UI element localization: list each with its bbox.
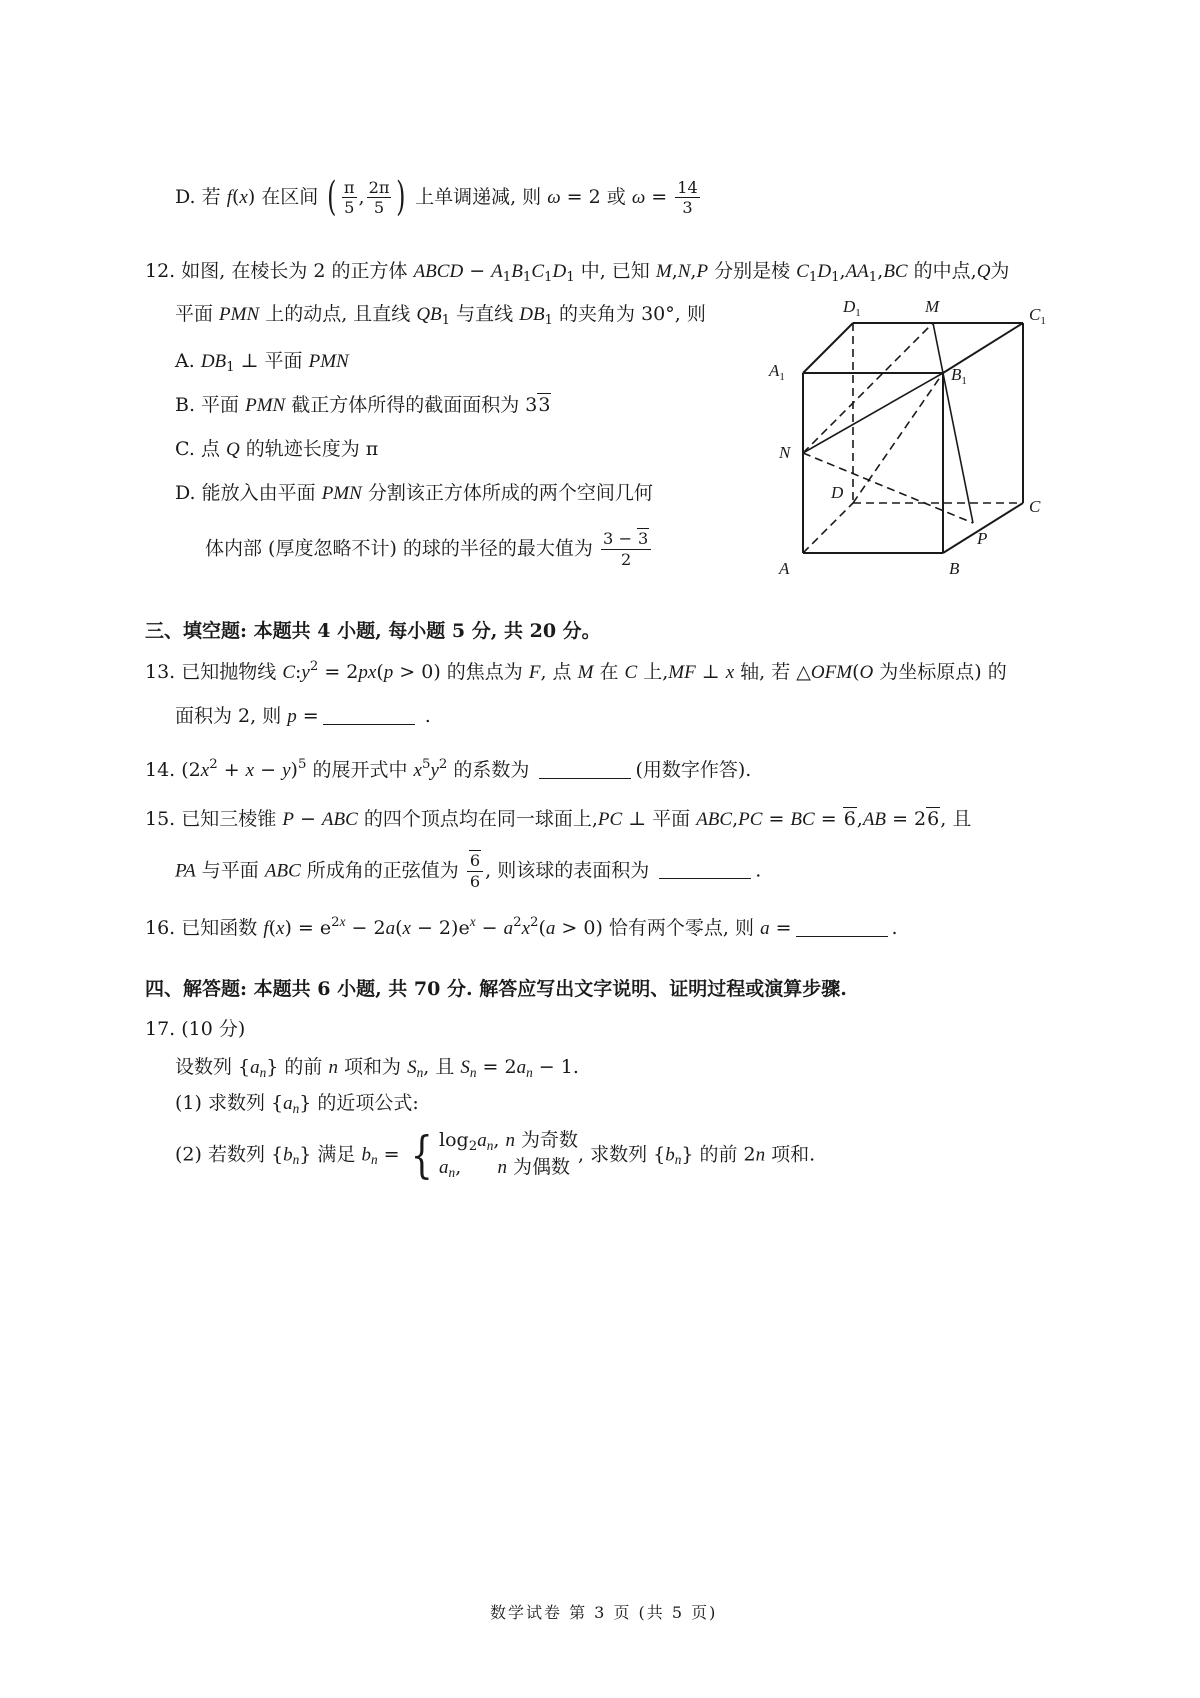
section4-heading: 四、解答题: 本题共 6 小题, 共 70 分. 解答应写出文字说明、证明过程或演算步骤. [145, 978, 847, 1000]
q13-line1: 13. 已知抛物线 $C:y^2 = 2px(p > 0)$ 的焦点为 F, 点 M 在 C 上,MF ⊥ x 轴, 若 △OFM(O 为坐标原点) 的 [145, 659, 1007, 683]
q11-d-text2: 在区间 [255, 185, 325, 208]
q12-stem-text: 的夹角为 30°, 则 [553, 303, 706, 325]
label-a1: $A_1$ [769, 361, 785, 383]
section3-heading: 三、填空题: 本题共 4 小题, 每小题 5 分, 共 20 分。 [145, 620, 601, 642]
q17-text: (2) 若数列 [175, 1143, 271, 1166]
q17-part2: (2) 若数列 $\{b_n\}$ 满足 $b_n$ = { $\log_2a_n$, n 为奇数 $a_n$, n 为偶数 , 求数列 $\{b_n\}$ 的前 2n 项和. [175, 1125, 816, 1184]
q17-number: 17. (10 分) [145, 1018, 246, 1040]
q12-stem-text: 上的动点, 且直线 [259, 303, 417, 325]
q12-stem-text: 平面 [175, 303, 220, 325]
label-a: A [779, 559, 790, 578]
q12-option-d: D. 能放入由平面 PMN 分割该正方体所成的两个空间几何 [175, 482, 653, 504]
q17-case-odd: 为奇数 [520, 1129, 578, 1151]
q12-stem-line1: 12. 如图, 在棱长为 2 的正方体 ABCD − $A_1B_1C_1D_1$ 中, 已知 M,N,P 分别是棱 $C_1D_1,AA_1,BC$ 的中点,Q为 [145, 260, 1010, 285]
q17-text: 满足 [311, 1143, 362, 1166]
q14-line: 14. $(2x^2 + x - y)^5$ 的展开式中 $x^5y^2$ 的系数为 (用数字作答). [145, 757, 752, 781]
line-m-p [933, 323, 973, 523]
q14-answer-blank[interactable] [539, 759, 631, 779]
label-b: B [949, 559, 960, 578]
q14-text: 的系数为 [447, 758, 536, 781]
q12-stem-text: 与直线 [450, 303, 520, 325]
q16-text: . [891, 916, 898, 939]
q11-d-text1: D. 若 [175, 185, 227, 208]
label-d: D [831, 483, 844, 502]
q12-option-text: D. 能放入由平面 [175, 482, 322, 504]
q13-text: 面积为 2, 则 [175, 705, 288, 727]
q12-option-text: A. [175, 350, 201, 372]
q16-answer-blank[interactable] [796, 917, 888, 937]
q13-number: 13. [145, 660, 176, 683]
q11-option-d: D. 若 f(x) 在区间 ( $\frac{\pi}{5}$ , $\frac{2\pi}{5}$ ) 上单调递减, 则 ω = 2 或 ω = $\frac{14}{3}$ [175, 174, 698, 220]
q12-option-a: A. $DB_1$ ⊥ 平面 PMN [175, 350, 349, 375]
q16-text: 已知函数 [181, 916, 264, 939]
q17-text: 项和. [765, 1143, 816, 1166]
edge-ad-hidden [803, 503, 853, 553]
q15-text: , 则该球的表面积为 [485, 859, 656, 882]
label-p: P [977, 529, 988, 548]
q12-option-b: B. 平面 PMN 截正方体所得的截面面积为 33 [175, 394, 551, 416]
q16-line: 16. 已知函数 $f(x) = e^{2x} - 2a(x - 2)e^x - a^2x^2(a > 0)$ 恰有两个零点, 则 a = . [145, 914, 898, 939]
q12-option-c: C. 点 Q 的轨迹长度为 π [175, 438, 379, 460]
q15-text: ⊥ 平面 [622, 808, 697, 830]
q13-text: 在 [593, 660, 625, 683]
q13-text: , 点 [540, 660, 578, 683]
q17-text: (1) 求数列 [175, 1092, 271, 1114]
line-n-b1 [803, 373, 943, 453]
q13-text: . [418, 705, 431, 727]
q13-line2: 面积为 2, 则 p = . [175, 705, 431, 727]
q15-line2: PA 与平面 ABC 所成角的正弦值为 $\frac{6}{6}$ , 则该球的表面积为 . [175, 851, 762, 891]
q14-number: 14. [145, 758, 176, 781]
q12-number: 12. [145, 260, 176, 282]
q12-option-d-line2: 体内部 (厚度忽略不计) 的球的半径的最大值为 $\frac{3 - 3}{2}$ [205, 530, 653, 569]
q13-text: ( [852, 660, 860, 683]
cube-figure [765, 290, 1065, 580]
q15-text: 与平面 [195, 859, 265, 882]
q12-stem-text: 中, 已知 [574, 260, 656, 282]
q12-stem-text: 的中点, [907, 260, 977, 282]
q17-text: 项和为 [337, 1056, 408, 1078]
q16-text: 恰有两个零点, 则 [602, 916, 761, 939]
label-c1: $C_1$ [1029, 305, 1046, 327]
q17-intro: 设数列 $\{a_n\}$ 的前 n 项和为 $S_n$, 且 $S_n = 2a_n - 1$. [175, 1056, 579, 1080]
q12-option-text: ⊥ 平面 [234, 350, 309, 372]
q12-option-text: B. 平面 [175, 394, 246, 416]
q17-piecewise: $\log_2a_n$, n 为奇数 $a_n$, n 为偶数 [439, 1129, 578, 1181]
label-b1: $B_1$ [951, 365, 967, 387]
q12-option-text: 截正方体所得的截面面积为 3 [285, 394, 538, 416]
line-n-p-hidden [803, 453, 973, 523]
q13-text: 轴, 若 △ [734, 660, 811, 683]
q12-option-text: C. 点 [175, 438, 226, 460]
q15-number: 15. [145, 808, 176, 830]
q13-text: 为坐标原点) 的 [873, 660, 1007, 683]
q15-text: . [755, 859, 762, 882]
label-m: M [925, 297, 940, 316]
q14-text: (用数字作答). [635, 758, 752, 781]
q15-text: 已知三棱锥 [181, 808, 283, 830]
q12-stem-text: 分别是棱 [708, 260, 797, 282]
q15-text: , 且 [940, 808, 972, 830]
q13-answer-blank[interactable] [323, 705, 415, 725]
q15-text: 的四个顶点均在同一球面上, [357, 808, 598, 830]
q14-text: 的展开式中 [306, 758, 414, 781]
q12-stem-text: 为 [990, 260, 1010, 282]
q12-option-text: 分割该正方体所成的两个空间几何 [361, 482, 653, 504]
label-n: N [779, 443, 791, 462]
q12-stem-line2: 平面 PMN 上的动点, 且直线 $QB_1$ 与直线 $DB_1$ 的夹角为 30°, 则 [175, 303, 706, 328]
line-d-b1-hidden [853, 373, 943, 503]
q13-text: 的焦点为 [440, 660, 529, 683]
q11-d-text4: 或 [600, 185, 632, 208]
q12-stem-text: 如图, 在棱长为 2 的正方体 [181, 260, 414, 282]
q13-text: 已知抛物线 [181, 660, 283, 683]
q13-text: 上, [637, 660, 669, 683]
label-d1: $D_1$ [843, 297, 861, 319]
page-footer: 数学试卷 第 3 页 (共 5 页) [490, 1603, 718, 1622]
q17-text: 的近项公式: [311, 1092, 419, 1114]
q17-text: , 求数列 [578, 1143, 654, 1166]
q17-case-even: 为偶数 [513, 1156, 571, 1179]
q17-text: 的前 [278, 1056, 329, 1078]
q16-number: 16. [145, 916, 176, 939]
edge-a1d1 [803, 323, 853, 373]
label-c: C [1029, 497, 1041, 516]
q15-text: 所成角的正弦值为 [300, 859, 465, 882]
q15-line1: 15. 已知三棱锥 P − ABC 的四个顶点均在同一球面上,PC ⊥ 平面 ABC,PC = BC = 6,AB = 26, 且 [145, 808, 972, 830]
q12-option-text: 体内部 (厚度忽略不计) 的球的半径的最大值为 [205, 537, 599, 560]
q17-text: 设数列 [175, 1056, 239, 1078]
line-n-m-hidden [803, 323, 933, 453]
q15-answer-blank[interactable] [659, 859, 751, 879]
q12-option-text: 的轨迹长度为 π [239, 438, 379, 460]
q17-part1: (1) 求数列 $\{a_n\}$ 的近项公式: [175, 1092, 419, 1116]
q17-text: , 且 [423, 1056, 461, 1078]
q17-text: 的前 2 [693, 1143, 756, 1166]
q11-d-text3: 上单调递减, 则 [409, 185, 548, 208]
